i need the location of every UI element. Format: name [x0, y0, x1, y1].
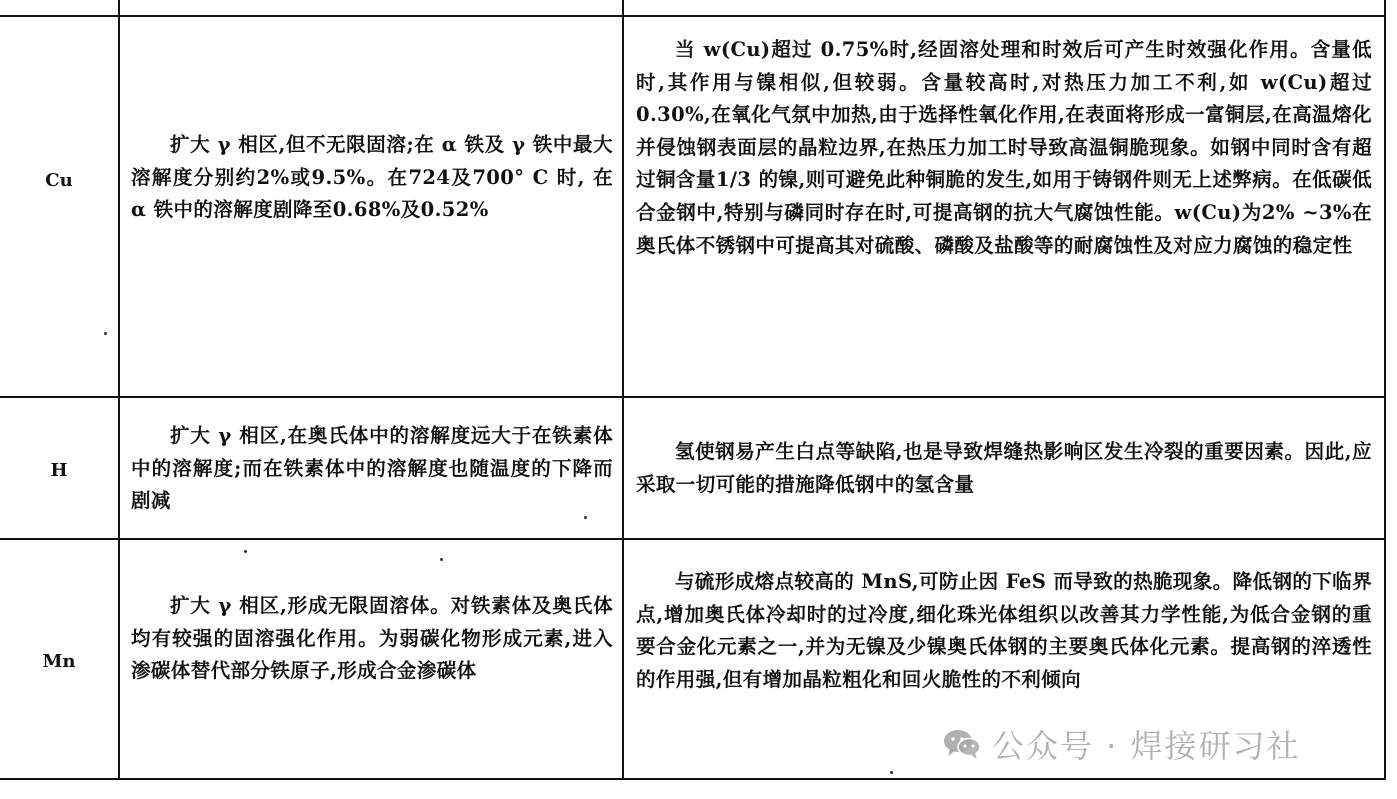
table-border [1384, 0, 1386, 780]
watermark-text: 公众号 · 焊接研习社 [992, 727, 1301, 765]
table-cell-effect: 扩大 γ 相区,形成无限固溶体。对铁素体及奥氏体均有较强的固溶强化作用。为弱碳化物形成元素,进入渗碳体替代部分铁原子,形成合金渗碳体 [131, 594, 613, 683]
wechat-icon [942, 726, 982, 762]
scan-speck [890, 771, 893, 774]
table-cell-role: 当 w(Cu)超过 0.75%时,经固溶处理和时效后可产生时效强化作用。含量低时,其作用与镍相似,但较弱。含量较高时,对热压力加工不利,如 w(Cu)超过 0.30%,在氧化气氛中加热,由于选择性氧化作用,在表面将形成一富铜层,在高温熔化并侵蚀钢表面层的晶粒边界,在热压力加工时导致高温铜脆现象。如钢中同时含有超过铜含量1/3 的镍,则可避免此种铜脆的发生,如用于铸钢件则无上述弊病。在低碳低合金钢中,特别与磷同时存在时,可提高钢的抗大气腐蚀性能。w(Cu)为2% ~3%在奥氏体不锈钢中可提高其对硫酸、磷酸及盐酸等的耐腐蚀性及对应力腐蚀的稳定性 [636, 38, 1372, 257]
table-border [0, 778, 1386, 780]
table-column-divider [622, 0, 624, 780]
scan-speck [244, 550, 247, 553]
scan-speck [440, 558, 443, 561]
table-row-divider [0, 396, 1386, 398]
table-column-divider [118, 0, 120, 780]
table-cell-element: Cu [45, 170, 73, 191]
table-cell-role: 与硫形成熔点较高的 MnS,可防止因 FeS 而导致的热脆现象。降低钢的下临界点,增加奥氏体冷却时的过冷度,细化珠光体组织以改善其力学性能,为低合金钢的重要合金化元素之一,并为无镍及少镍奥氏体钢的主要奥氏体化元素。提高钢的淬透性的作用强,但有增加晶粒粗化和回火脆性的不利倾向 [636, 570, 1372, 691]
scan-speck [104, 332, 107, 335]
table-cell-effect: 扩大 γ 相区,但不无限固溶;在 α 铁及 γ 铁中最大溶解度分别约2%或9.5%。在724及700° C 时, 在 α 铁中的溶解度剧降至0.68%及0.52% [131, 133, 613, 222]
table-row-divider [0, 538, 1386, 540]
table-cell-effect: 扩大 γ 相区,在奥氏体中的溶解度远大于在铁素体中的溶解度;而在铁素体中的溶解度也随温度的下降而剧减 [131, 424, 613, 513]
scan-speck [584, 516, 587, 519]
table-cell-element: H [50, 460, 68, 481]
table-cell-role: 氢使钢易产生白点等缺陷,也是导致焊缝热影响区发生冷裂的重要因素。因此,应采取一切可能的措施降低钢中的氢含量 [636, 440, 1372, 496]
watermark [942, 722, 1301, 766]
table-row-divider [0, 15, 1386, 17]
table-cell-element: Mn [42, 651, 76, 672]
